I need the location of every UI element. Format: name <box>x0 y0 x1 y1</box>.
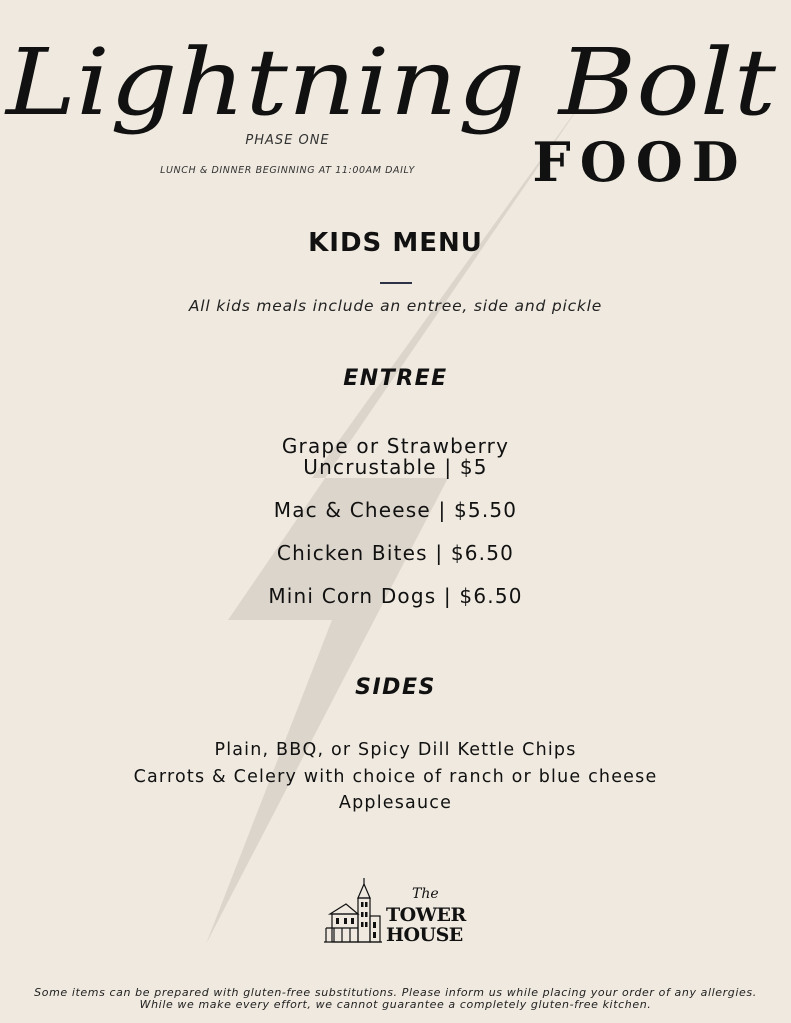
logo-house: HOUSE <box>386 924 463 946</box>
gluten-disclaimer: Some items can be prepared with gluten-free substitutions. Please inform us while placing your order of any allergies. While we make every effort, we cannot guarantee a completely gluten-free kitchen. <box>34 986 757 1011</box>
side-item: Plain, BBQ, or Spicy Dill Kettle Chips <box>214 740 577 760</box>
sides-list <box>0 737 791 817</box>
entree-item: Mac & Cheese | $5.50 <box>273 498 518 522</box>
entree-item: Chicken Bites | $6.50 <box>276 541 515 565</box>
phase-label: PHASE ONE <box>245 133 330 148</box>
menu-title: KIDS MENU <box>308 228 483 258</box>
logo-the: The <box>412 886 439 902</box>
tower-house-building-icon <box>322 876 384 950</box>
sides-heading: SIDES <box>355 675 436 700</box>
svg-text:Lightning Bolt: Lightning Bolt <box>3 29 778 136</box>
food-word: FOOD <box>532 130 748 194</box>
entree-heading: ENTREE <box>343 366 448 391</box>
tower-house-logo <box>322 876 472 950</box>
entree-list <box>0 436 791 629</box>
title-divider <box>380 282 412 284</box>
entree-item: Mini Corn Dogs | $6.50 <box>268 584 523 608</box>
side-item: Applesauce <box>338 793 453 813</box>
side-item: Carrots & Celery with choice of ranch or blue cheese <box>133 766 658 787</box>
logo-tower: TOWER <box>386 904 466 926</box>
menu-note: All kids meals include an entree, side and pickle <box>188 297 603 315</box>
hours-label: LUNCH & DINNER BEGINNING AT 11:00AM DAILY <box>160 165 415 176</box>
entree-item: Grape or Strawberry Uncrustable | $5 <box>281 434 510 479</box>
